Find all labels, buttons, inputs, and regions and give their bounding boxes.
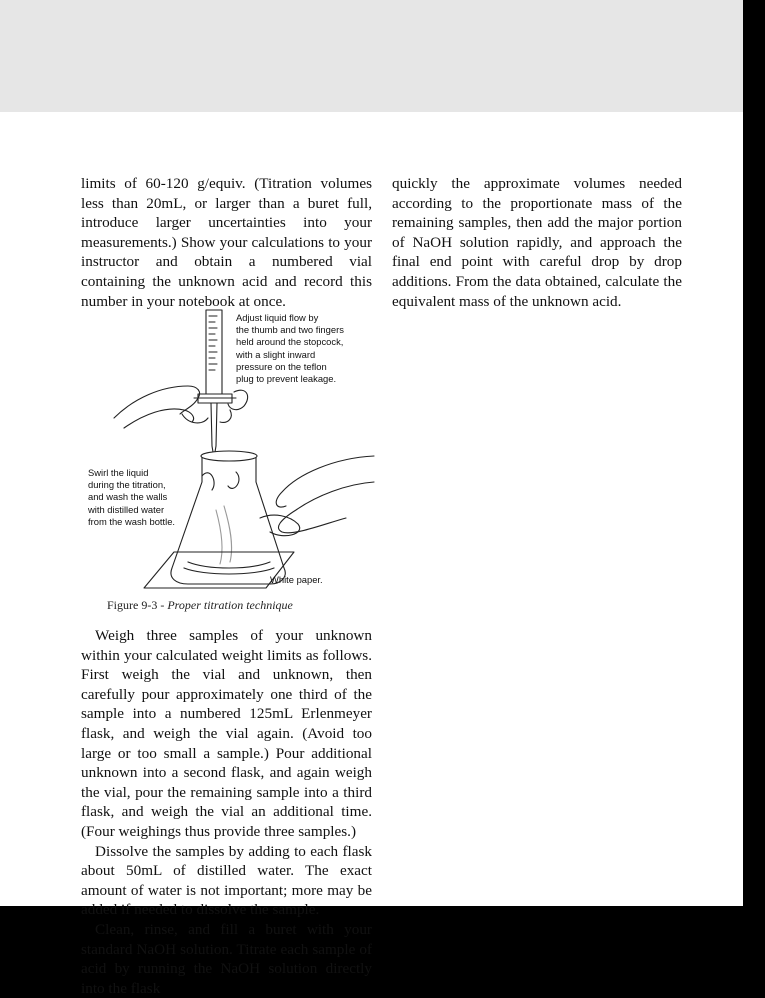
right-column: [392, 174, 682, 311]
left-column: [81, 174, 372, 311]
left-paragraph-3: Dissolve the samples by adding to each flask about 50mL of distilled water. The exact amount of water is not important; more may be added if needed to dissolve the sample.: [81, 842, 372, 919]
titration-figure: [84, 306, 374, 598]
figure-label-stopcock: Adjust liquid flow by the thumb and two fingers held around the stopcock, with a slight inward pressure on the teflon plug to prevent leakage.: [236, 312, 344, 385]
caption-title: Proper titration technique: [167, 598, 293, 612]
left-paragraph-2: Weigh three samples of your unknown within your calculated weight limits as follows. First weigh the vial and unknown, then carefully pour approximately one third of the sample into a numbered 125mL Erlenmeyer flask, and weigh the vial again. (Avoid too large or too small a sample.) Pour additional unknown into a second flask, and again weigh the vial, pour the remaining sample into a third flask, and weigh the vial an additional time. (Four weighings thus provide three samples.): [81, 627, 372, 840]
figure-label-swirl: Swirl the liquid during the titration, and wash the walls with distilled water from the wash bottle.: [88, 467, 176, 527]
left-paragraph-4: Clean, rinse, and fill a buret with your standard NaOH solution. Titrate each sample of acid by running the NaOH solution directly into the flask: [81, 920, 372, 997]
figure-caption: [107, 598, 293, 613]
header-band: [0, 0, 743, 112]
right-paragraph-1: quickly the approximate volumes needed according to the proportionate mass of the remaining samples, then add the major portion of NaOH solution rapidly, and approach the final end point with careful drop by drop additions. From the data obtained, calculate the equivalent mass of the unknown acid.: [392, 175, 682, 310]
figure-label-white-paper: White paper.: [270, 574, 323, 585]
left-paragraph-1: limits of 60-120 g/equiv. (Titration volumes less than 20mL, or larger than a buret full, introduce larger uncertainties into your measurements.) Show your calculations to your instructor and obtain a numbered vial containing the unknown acid and record this number in your notebook at once.: [81, 175, 372, 310]
caption-prefix: Figure 9-3 -: [107, 598, 168, 612]
lower-left-column: [81, 626, 372, 998]
